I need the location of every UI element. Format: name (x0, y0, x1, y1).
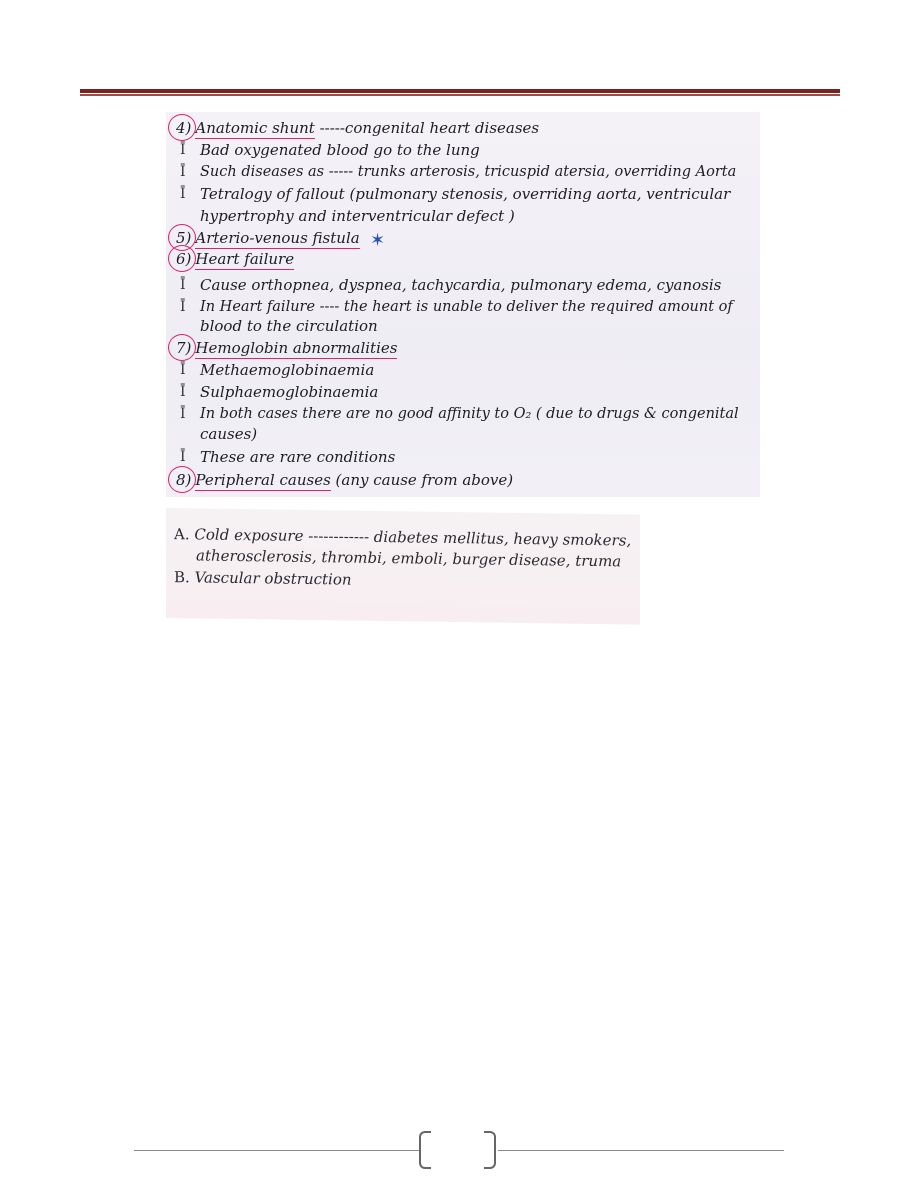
section-4-heading (174, 118, 539, 138)
bullet-text: causes) (200, 425, 258, 443)
scanned-notes-bottom (166, 508, 640, 625)
bullet-text: Such diseases as ----- trunks arterosis, tricuspid atersia, overriding Aorta (200, 164, 737, 180)
pen-star-icon: ✶ (370, 230, 386, 251)
section-7-number: 7) (176, 339, 192, 357)
section-6-title: Heart failure (195, 250, 295, 268)
section-7-title: Hemoglobin abnormalities (195, 339, 398, 357)
section-4-number: 4) (176, 119, 192, 137)
section-8-rest: (any cause from above) (330, 471, 514, 489)
subitem-a-label: A. (174, 525, 190, 544)
bullet-text: These are rare conditions (200, 448, 396, 466)
section-5-title: Arterio-venous fistula (195, 229, 360, 247)
bullet-text: Sulphaemoglobinaemia (200, 383, 379, 401)
section-4-rest: -----congenital heart diseases (314, 119, 540, 137)
bullet-text: hypertrophy and interventricular defect ) (200, 207, 515, 225)
subitem-a-text: Cold exposure ------------ diabetes mellitus, heavy smokers, (194, 525, 632, 550)
bullet-icon: Ī (180, 362, 186, 378)
section-5-heading (174, 228, 360, 248)
bullet-icon: Ī (180, 449, 186, 465)
section-8-title: Peripheral causes (195, 471, 331, 489)
section-4-title: Anatomic shunt (195, 119, 315, 137)
footer-rule-right (498, 1150, 784, 1151)
bullet-text: Methaemoglobinaemia (200, 361, 375, 379)
bullet-text: Cause orthopnea, dyspnea, tachycardia, pulmonary edema, cyanosis (200, 276, 722, 294)
scanned-notes-top (166, 112, 760, 497)
bullet-text: blood to the circulation (200, 317, 378, 335)
subitem-b-text: Vascular obstruction (194, 568, 352, 589)
bullet-icon: Ī (180, 164, 186, 180)
bullet-icon: Ī (180, 299, 186, 315)
footer-rule-left (134, 1150, 420, 1151)
section-8-heading (174, 470, 513, 490)
header-rule (80, 89, 840, 96)
subitem-b-label: B. (174, 568, 190, 587)
subitem-a-continuation: atherosclerosis, thrombi, emboli, burger disease, truma (196, 546, 622, 571)
bullet-text: Bad oxygenated blood go to the lung (200, 141, 480, 159)
bullet-icon: Ī (180, 277, 186, 293)
section-8-number: 8) (176, 471, 192, 489)
bullet-icon: Ī (180, 406, 186, 422)
bullet-icon: Ī (180, 186, 186, 202)
section-6-heading (174, 249, 294, 269)
bullet-text: In both cases there are no good affinity to O₂ ( due to drugs & congenital (200, 406, 739, 422)
bullet-text: Tetralogy of fallout (pulmonary stenosis, overriding aorta, ventricular (200, 185, 731, 203)
bullet-icon: Ī (180, 384, 186, 400)
bullet-icon: Ī (180, 142, 186, 158)
bullet-text: In Heart failure ---- the heart is unable to deliver the required amount of (200, 299, 733, 315)
subitem-b (174, 567, 352, 589)
section-6-number: 6) (176, 250, 192, 268)
section-7-heading (174, 338, 397, 358)
page-number-bracket-right (484, 1131, 496, 1169)
section-5-number: 5) (176, 229, 192, 247)
page-number-bracket-left (419, 1131, 431, 1169)
